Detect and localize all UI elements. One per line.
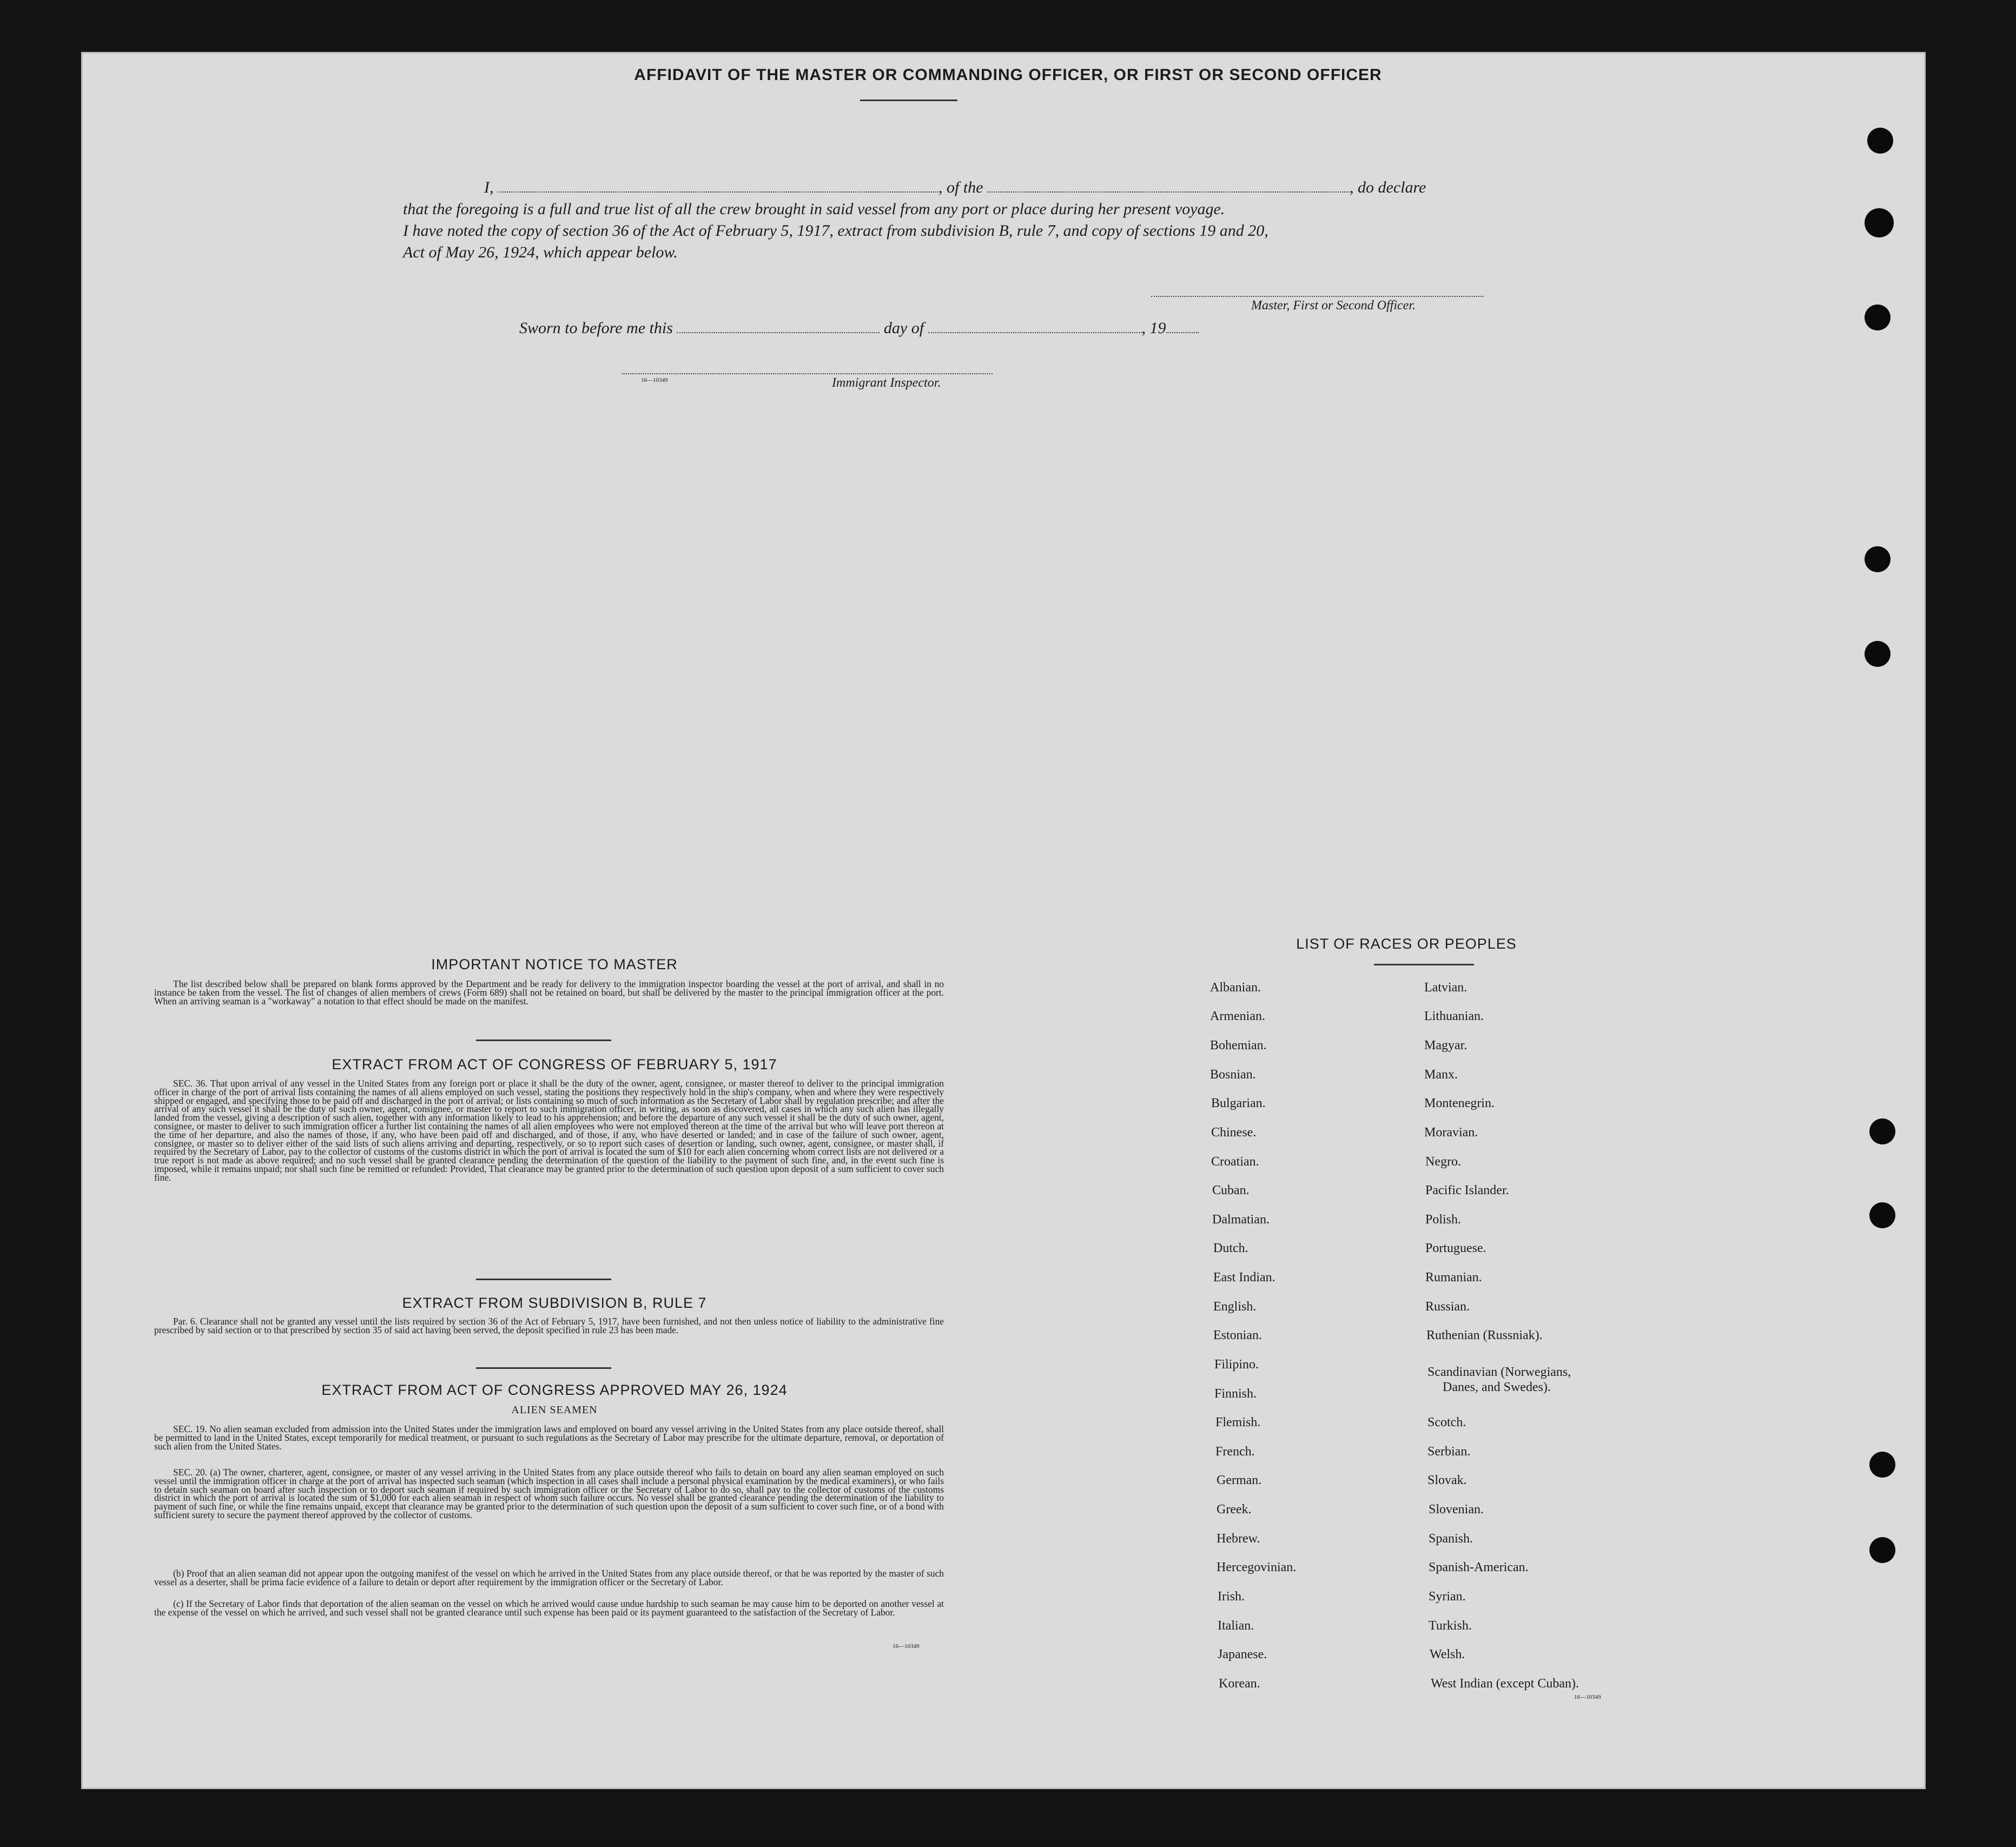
- race-item: Japanese.: [1218, 1647, 1267, 1661]
- race-item: Italian.: [1218, 1619, 1254, 1633]
- race-item: Rumanian.: [1425, 1270, 1482, 1285]
- sworn-line: [519, 319, 1199, 337]
- race-item: Danes, and Swedes).: [1443, 1380, 1551, 1394]
- section-rule: [476, 1367, 611, 1369]
- sec20b-body: (b) Proof that an alien seaman did not appear upon the outgoing manifest of the vessel on which he arrived in the United States from any place outside thereof, or that he was reported by the master of such vessel as a deserter, shall be prima facie evidence of a failure to detain or deport after requirement by the immigration officer or the Secretary of Labor.: [154, 1568, 944, 1587]
- inspector-label: Immigrant Inspector.: [832, 376, 941, 390]
- punch-hole: [1869, 1118, 1895, 1144]
- punch-hole: [1865, 208, 1894, 237]
- race-item: Bulgarian.: [1211, 1096, 1266, 1110]
- extract-1924-title: EXTRACT FROM ACT OF CONGRESS APPROVED MAY 26, 1924: [321, 1382, 788, 1398]
- section-rule: [476, 1279, 611, 1280]
- master-signature-line[interactable]: [1151, 296, 1484, 297]
- punch-hole: [1865, 546, 1891, 572]
- affidavit-title: AFFIDAVIT OF THE MASTER OR COMMANDING OFFICER, OR FIRST OR SECOND OFFICER: [634, 66, 1382, 84]
- extract-1917-title: EXTRACT FROM ACT OF CONGRESS OF FEBRUARY 5, 1917: [332, 1056, 777, 1073]
- race-item: Cuban.: [1212, 1183, 1250, 1197]
- race-item: Albanian.: [1210, 981, 1261, 995]
- race-item: Armenian.: [1210, 1009, 1265, 1023]
- inspector-signature-line[interactable]: [622, 373, 993, 374]
- race-item: Slovenian.: [1429, 1502, 1484, 1517]
- name-blank[interactable]: [498, 180, 938, 193]
- race-item: Chinese.: [1211, 1126, 1257, 1140]
- race-item: Manx.: [1424, 1068, 1458, 1082]
- race-item: Scandinavian (Norwegians,: [1427, 1365, 1571, 1379]
- race-item: Dalmatian.: [1212, 1213, 1270, 1227]
- race-item: Welsh.: [1430, 1647, 1465, 1661]
- extract-1917-body: SEC. 36. That upon arrival of any vessel in the United States from any foreign port or place it shall be the duty of the owner, agent, consignee, or master thereof to deliver to the principal immigration officer in charge of the port of arrival lists containing the names of all aliens employed on such vessel, stating the positions they respectively hold in the ship's company, when and where they were respectively shipped or engaged, and specifying those to be paid off and discharged in the port of arrival; or lists containing so much of such information as the Secretary of Labor shall by regulation prescribe; and after the arrival of any such vessel it shall be the duty of such owner, agent, consignee, or master to report to such immigration officer, in writing, as soon as discovered, all cases in which any such alien has illegally landed from the vessel, giving a description of such alien, together with any information likely to lead to his apprehension; and before the departure of any such vessel it shall be the duty of such owner, agent, consignee, or master to deliver to such immigration officer a further list containing the names of all alien employees who were not employed thereon at the time of the arrival but who will leave port thereon at the time of her departure, and also the names of those, if any, who have been paid off and discharged, and of those, if any, who have deserted or landed; and in case of the failure of such owner, agent, consignee, or master so to deliver either of the said lists of such aliens arriving and departing, respectively, or so to report such cases of desertion or landing, such owner, agent, consignee, or master shall, if required by the Secretary of Labor, pay to the collector of customs of the customs district in which the port of arrival is located the sum of $10 for each alien concerning whom correct lists are not delivered or a true report is not made as above required; and no such vessel shall be granted clearance pending the determination of the question of the liability to the payment of such fine, and, in the event such fine is imposed, while it remains unpaid; nor shall such fine be remitted or refunded: Provided, That clearance may be granted prior to the determination of such question upon deposit of a sum sufficient to cover such fine.: [154, 1078, 944, 1183]
- punch-hole: [1869, 1202, 1895, 1228]
- master-label: Master, First or Second Officer.: [1251, 299, 1416, 313]
- race-item: Flemish.: [1215, 1415, 1261, 1429]
- race-item: Croatian.: [1211, 1155, 1259, 1169]
- race-item: Moravian.: [1424, 1126, 1478, 1140]
- race-item: Portuguese.: [1425, 1241, 1486, 1255]
- race-item: Montenegrin.: [1424, 1096, 1495, 1110]
- race-item: Pacific Islander.: [1425, 1183, 1509, 1197]
- race-item: Estonian.: [1213, 1328, 1262, 1342]
- text-do-declare: , do declare: [1350, 178, 1426, 196]
- race-item: French.: [1215, 1445, 1255, 1459]
- race-item: Spanish-American.: [1429, 1560, 1529, 1574]
- section-rule: [476, 1040, 611, 1041]
- race-item: Turkish.: [1429, 1619, 1472, 1633]
- punch-hole: [1867, 128, 1893, 154]
- affidavit-line-2: that the foregoing is a full and true list of all the crew brought in said vessel from any port or place during her present voyage.: [403, 200, 1225, 218]
- race-item: Ruthenian (Russniak).: [1426, 1328, 1543, 1342]
- race-item: Filipino.: [1214, 1358, 1259, 1372]
- race-item: Greek.: [1217, 1502, 1252, 1517]
- punch-hole: [1865, 641, 1891, 667]
- race-item: Latvian.: [1424, 981, 1468, 995]
- notice-body: The list described below shall be prepared on blank forms approved by the Department and be ready for delivery to the immigration inspector boarding the vessel at the port of arrival, and shall in no instance be taken from the vessel. The list of changes of alien members of crews (Form 689) shall not be retained on board, but shall be delivered by the master to the principal immigration officer at the port. When an arriving seaman is a "workaway" a notation to that effect should be made on the manifest.: [154, 978, 944, 1007]
- race-item: Korean.: [1219, 1677, 1260, 1691]
- title-rule: [860, 100, 957, 101]
- year-blank[interactable]: [1166, 320, 1199, 333]
- punch-hole: [1869, 1537, 1895, 1563]
- race-item: Serbian.: [1427, 1445, 1471, 1459]
- affidavit-line-4: Act of May 26, 1924, which appear below.: [403, 243, 678, 261]
- race-item: Bohemian.: [1210, 1038, 1267, 1052]
- race-item: East Indian.: [1213, 1270, 1275, 1285]
- races-title: LIST OF RACES OR PEOPLES: [1296, 936, 1517, 952]
- subdivision-b-title: EXTRACT FROM SUBDIVISION B, RULE 7: [402, 1295, 707, 1311]
- sworn-text: Sworn to before me this: [519, 319, 673, 337]
- form-number: 16—10349: [641, 377, 668, 383]
- race-item: Dutch.: [1213, 1241, 1248, 1255]
- sec20c-body: (c) If the Secretary of Labor finds that deportation of the alien seaman on the vessel on which he arrived would cause undue hardship to such seaman he may cause him to be deported on another vessel at the expense of the vessel on which he arrived, and such vessel shall not be granted clearance until such expense has been paid or its payment guaranteed to the satisfaction of the Secretary of Labor.: [154, 1598, 944, 1618]
- punch-hole: [1865, 304, 1891, 330]
- race-item: Polish.: [1425, 1213, 1462, 1227]
- race-item: Hercegovinian.: [1217, 1560, 1297, 1574]
- title-rule: [1374, 964, 1474, 965]
- text-of-the: , of the: [938, 178, 983, 196]
- affidavit-line-3: I have noted the copy of section 36 of the Act of February 5, 1917, extract from subdivision B, rule 7, and copy of sections 19 and 20,: [403, 222, 1268, 240]
- race-item: Finnish.: [1214, 1387, 1257, 1401]
- notice-title: IMPORTANT NOTICE TO MASTER: [431, 956, 678, 972]
- text-i: I,: [484, 178, 494, 196]
- race-item: West Indian (except Cuban).: [1431, 1677, 1579, 1691]
- form-number: 16—10349: [893, 1643, 920, 1650]
- race-item: Lithuanian.: [1424, 1009, 1484, 1023]
- punch-hole: [1869, 1452, 1895, 1478]
- sec20a-body: SEC. 20. (a) The owner, charterer, agent, consignee, or master of any vessel arriving in the United States from any place outside thereof who fails to detain on board any alien seaman employed on such vessel until the immigration officer in charge at the port of arrival has inspected such seaman (which inspection in all cases shall include a personal physical examination by the medical examiners), or who fails to detain such seaman on board after such inspection or to deport such seaman if required by such immigration officer or the Secretary of Labor to do so, shall pay to the collector of customs of the customs district in which the port of arrival is located the sum of $1,000 for each alien seaman in respect of whom such failure occurs. No vessel shall be granted clearance pending the determination of the liability to payment of such fine, or while the fine remains unpaid, except that clearance may be granted prior to the determination of such question upon the deposit of a sum sufficient to cover such fine, or of a bond with sufficient surety to secure the payment thereof approved by the collector of customs.: [154, 1467, 944, 1520]
- form-number: 16—10349: [1574, 1694, 1601, 1700]
- document-page: [81, 52, 1926, 1789]
- race-item: Syrian.: [1429, 1590, 1466, 1604]
- race-item: German.: [1217, 1473, 1262, 1487]
- race-item: Hebrew.: [1217, 1532, 1260, 1546]
- day-of-text: day of: [883, 319, 924, 337]
- affidavit-declaration-line: [403, 178, 1426, 197]
- race-item: Bosnian.: [1210, 1068, 1256, 1082]
- year-text: , 19: [1141, 319, 1166, 337]
- alien-seamen-subtitle: ALIEN SEAMEN: [511, 1404, 598, 1416]
- race-item: Negro.: [1425, 1155, 1461, 1169]
- subdivision-b-body: Par. 6. Clearance shall not be granted any vessel until the lists required by section 36 of the Act of February 5, 1917, have been furnished, and not then unless notice of liability to the administrative fine prescribed by said section or to that prescribed by section 35 of said act having been served, the deposit specified in rule 23 has been made.: [154, 1316, 944, 1335]
- day-blank[interactable]: [677, 320, 880, 333]
- race-item: Slovak.: [1427, 1473, 1467, 1487]
- vessel-blank[interactable]: [987, 180, 1350, 193]
- month-blank[interactable]: [928, 320, 1142, 333]
- race-item: Irish.: [1218, 1590, 1245, 1604]
- race-item: Scotch.: [1427, 1415, 1466, 1429]
- sec19-body: SEC. 19. No alien seaman excluded from admission into the United States under the immigration laws and employed on board any vessel arriving in the United States from any place outside thereof, shall be permitted to land in the United States, except temporarily for medical treatment, or pursuant to such regulations as the Secretary of Labor may prescribe for the ultimate departure, removal, or deportation of such alien from the United States.: [154, 1424, 944, 1452]
- race-item: English.: [1213, 1300, 1257, 1314]
- race-item: Spanish.: [1429, 1532, 1473, 1546]
- race-item: Russian.: [1425, 1300, 1470, 1314]
- race-item: Magyar.: [1424, 1038, 1468, 1052]
